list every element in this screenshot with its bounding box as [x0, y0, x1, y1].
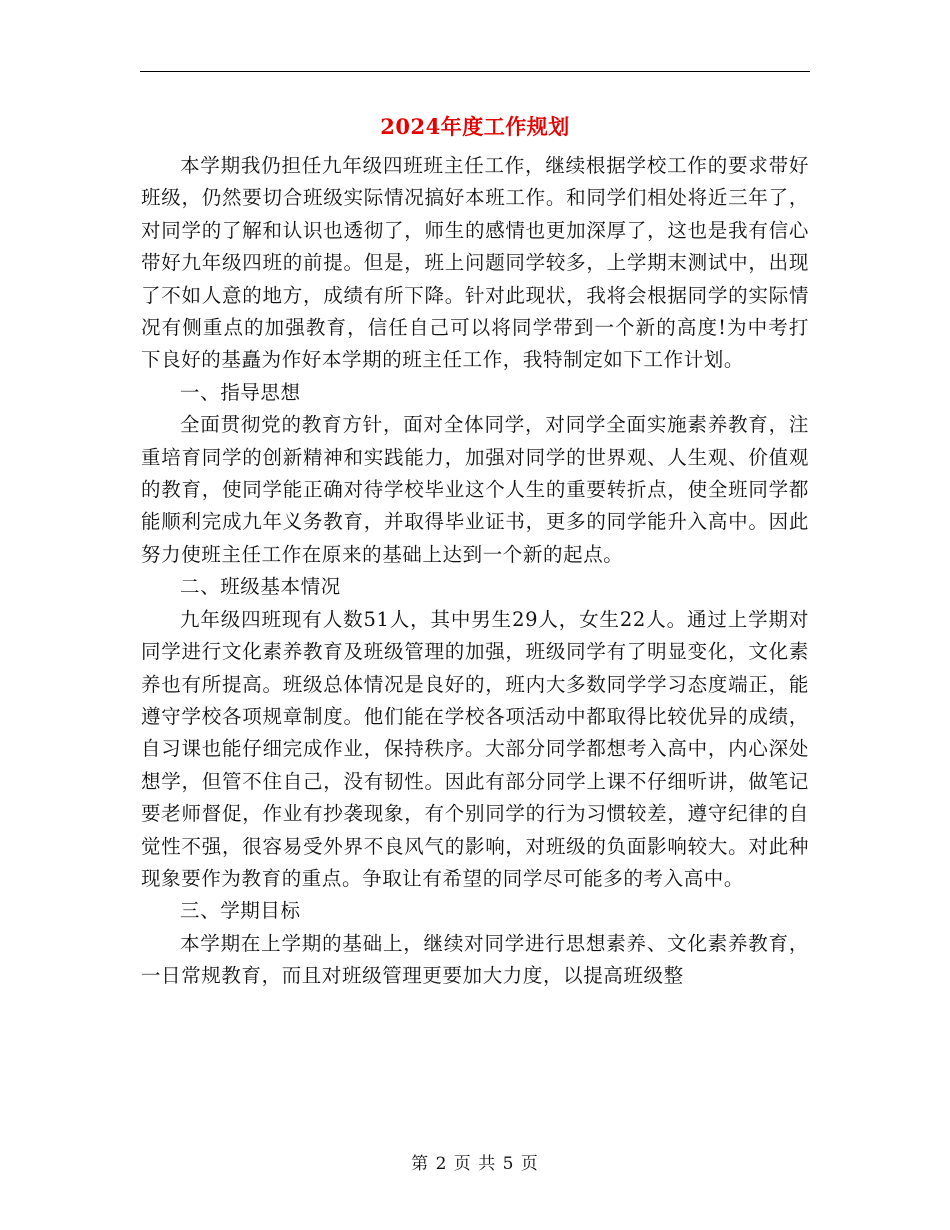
- page-number: 第 2 页 共 5 页: [411, 1154, 539, 1174]
- section-heading-class-situation: 二、班级基本情况: [180, 575, 341, 599]
- header-rule: [140, 71, 810, 72]
- section-heading-semester-goals: 三、学期目标: [180, 899, 301, 923]
- section-heading-guiding-ideology: 一、指导思想: [180, 380, 301, 404]
- class-situation-paragraph: 九年级四班现有人数51人，其中男生29人，女生22人。通过上学期对同学进行文化素养教育及班级管理的加强，班级同学有了明显变化，文化素养也有所提高。班级总体情况是良好的，班内大多数同学学习态度端正，能遵守学校各项规章制度。他们能在学校各项活动中都取得比较优异的成绩，自习课也能仔细完成作业，保持秩序。大部分同学都想考入高中，内心深处想学，但管不住自己，没有韧性。因此有部分同学上课不仔细听讲，做笔记要老师督促，作业有抄袭现象，有个别同学的行为习惯较差，遵守纪律的自觉性不强，很容易受外界不良风气的影响，对班级的负面影响较大。对此种现象要作为教育的重点。争取让有希望的同学尽可能多的考入高中。: [141, 607, 809, 890]
- document-title: 2024年度工作规划: [380, 114, 570, 139]
- semester-goals-paragraph: 本学期在上学期的基础上，继续对同学进行思想素养、文化素养教育，一日常规教育，而且对班级管理更要加大力度，以提高班级整: [141, 931, 809, 988]
- document-body: [141, 150, 809, 993]
- intro-paragraph: 本学期我仍担任九年级四班班主任工作，继续根据学校工作的要求带好班级，仍然要切合班级实际情况搞好本班工作。和同学们相处将近三年了，对同学的了解和认识也透彻了，师生的感情也更加深厚了，这也是我有信心带好九年级四班的前提。但是，班上问题同学较多，上学期末测试中，出现了不如人意的地方，成绩有所下降。针对此现状，我将会根据同学的实际情况有侧重点的加强教育，信任自己可以将同学带到一个新的高度!为中考打下良好的基矗为作好本学期的班主任工作，我特制定如下工作计划。: [141, 154, 809, 372]
- guiding-ideology-paragraph: 全面贯彻党的教育方针，面对全体同学，对同学全面实施素养教育，注重培育同学的创新精神和实践能力，加强对同学的世界观、人生观、价值观的教育，使同学能正确对待学校毕业这个人生的重要转折点，使全班同学都能顺利完成九年义务教育，并取得毕业证书，更多的同学能升入高中。因此努力使班主任工作在原来的基础上达到一个新的起点。: [141, 413, 809, 566]
